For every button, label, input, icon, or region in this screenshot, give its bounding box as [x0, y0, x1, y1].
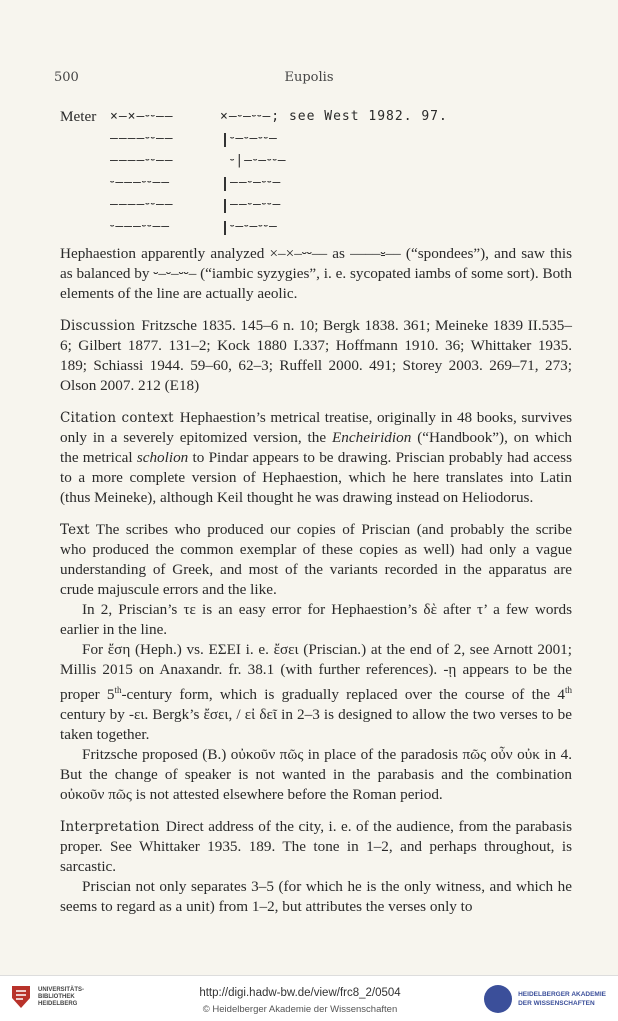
academy-seal-icon [484, 985, 512, 1013]
running-title: Eupolis [284, 70, 334, 85]
university-library-logo[interactable] [10, 984, 84, 1010]
meter-right: ⏑|–⏑–⏑⏑– [230, 153, 287, 168]
meter-row [60, 194, 572, 216]
meter-block [60, 106, 572, 238]
discussion-text: Fritzsche 1835. 145–6 n. 10; Bergk 1838. 361; Meineke 1839 II.535–6; Gilbert 1877. 131–2; Kock 1880 I.337; Hoffmann 1910. 36; Whittaker 1935. 189; Schiassi 1944. 59–60, 62–3; Ruffell 2000. 491; Storey 2003. 269–71, 273; Olson 2007. 212 (E18) [60, 317, 572, 394]
meter-left: ––––⏑⏑–– [110, 153, 174, 168]
text-p2: In 2, Priscian’s τε is an easy error for Hephaestion’s δὲ after τ’ a few words earlier in the line. [60, 601, 572, 638]
scholion-term: scholion [136, 449, 189, 466]
text-p4: Fritzsche proposed (B.) οὐκοῦν πῶς in place of the paradosis πῶς οὖν οὐκ in 4. But the change of speaker is not wanted in the parabasis and the combination οὐκοῦν πῶς is not attested elsewhere before the Roman period. [60, 746, 572, 804]
caesura-bar [224, 133, 226, 147]
interpretation-p2: Priscian not only separates 3–5 (for which he is the only witness, and which he seems to regard as a unit) from 1–2, but attributes the verses only to [60, 878, 572, 916]
meter-note: Hephaestion apparently analyzed ×–×–⏑⏑–– as ––––⏓–– (“spondees”), and saw this as balanced by ⏑–⏑–⏑⏑– (“iambic syzygies”, i. e. sycopated iambs of some sort). Both elements of the line are actually aeolic. [60, 245, 572, 302]
permalink[interactable]: http://digi.hadw-bw.de/view/frc8_2/0504 [199, 987, 401, 999]
text-p3-part: century by -ει. Bergk’s ἔσει, / εἰ δεῖ in 2–3 is designed to allow the two verses to be taken together. [60, 706, 572, 744]
citation-text: Hephaestion’s metrical treatise, originally in 48 books, survives only in a severely epitomized version, the [60, 409, 573, 446]
footer-center [150, 987, 450, 1015]
meter-row [60, 216, 572, 238]
interpretation-paragraph [60, 817, 572, 877]
meter-left: ⏑–––⏑⏑–– [110, 219, 171, 234]
meter-row [60, 128, 572, 150]
library-crest-icon [10, 984, 32, 1010]
caesura-bar [224, 177, 226, 191]
footer-bar [0, 975, 618, 1021]
meter-right: ⏑–⏑–⏑⏑– [230, 131, 278, 146]
main-text [60, 106, 572, 917]
meter-row [60, 172, 572, 194]
citation-text: (“Handbook”), on which the metrical [60, 429, 572, 466]
discussion-paragraph [60, 316, 572, 396]
encheiridion-title: Encheiridion [332, 429, 412, 446]
meter-left: ⏑–––⏑⏑–– [110, 175, 171, 190]
discussion-heading: Discussion [60, 318, 136, 334]
citation-heading: Citation context [60, 410, 174, 426]
citation-paragraph [60, 408, 572, 508]
meter-right: ––⏑–⏑⏑– [230, 175, 282, 190]
meter-left: ––––⏑⏑–– [110, 197, 174, 212]
text-paragraph [60, 520, 572, 600]
meter-row [60, 150, 572, 172]
text-p1: The scribes who produced our copies of Priscian (and probably the scribe who produced the common exemplar of these copies as well) had only a vague understanding of Greek, and most of the variants recorded in the apparatus are crude majuscule errors and the like. [60, 521, 572, 598]
text-heading: Text [60, 522, 90, 538]
copyright: © Heidelberger Akademie der Wissenschaften [202, 1004, 398, 1015]
interpretation-heading: Interpretation [60, 819, 160, 836]
meter-right: ×–⏑–⏑⏑–; see West 1982. 97. [220, 109, 448, 124]
superscript: th [564, 685, 572, 695]
text-p3-part: -century form, which is gradually replaced over the course of the 4 [121, 686, 565, 704]
meter-left: ––––⏑⏑–– [110, 131, 174, 146]
meter-left: ×–×–⏑⏑–– [110, 109, 174, 124]
caesura-bar [224, 199, 226, 213]
text-p3 [60, 640, 572, 745]
superscript: th [114, 685, 122, 695]
meter-row [60, 106, 572, 128]
page-number: 500 [54, 70, 79, 85]
academy-name: HEIDELBERGER AKADEMIE DER WISSENSCHAFTEN [518, 991, 606, 1007]
text-p3-part: For ἔση (Heph.) vs. ΕΣΕΙ i. e. ἔσει (Priscian.) at the end of 2, see Arnott 2001; Millis 2015 on Anaxandr. fr. 38.1 (with further references). -ῃ appears to be the proper 5 [60, 641, 572, 704]
meter-heading: Meter [60, 108, 97, 125]
caesura-bar [224, 221, 226, 235]
academy-logo[interactable] [484, 985, 606, 1013]
interpretation-p1: Direct address of the city, i. e. of the audience, from the parabasis proper. See Whittaker 1935. 189. The tone in 1–2, and perhaps throughout, is sarcastic. [60, 818, 572, 876]
meter-right: ––⏑–⏑⏑– [230, 197, 282, 212]
citation-text: to Pindar appears to be drawing. Priscian probably had access to a more complete version of Hephaestion, which he here translates into Latin (thus Meineke), although Keil thought he was drawing instead on Heliodorus. [60, 449, 572, 506]
meter-right: ⏑–⏑–⏑⏑– [230, 219, 278, 234]
library-name: UNIVERSITÄTS- BIBLIOTHEK HEIDELBERG [38, 986, 85, 1007]
